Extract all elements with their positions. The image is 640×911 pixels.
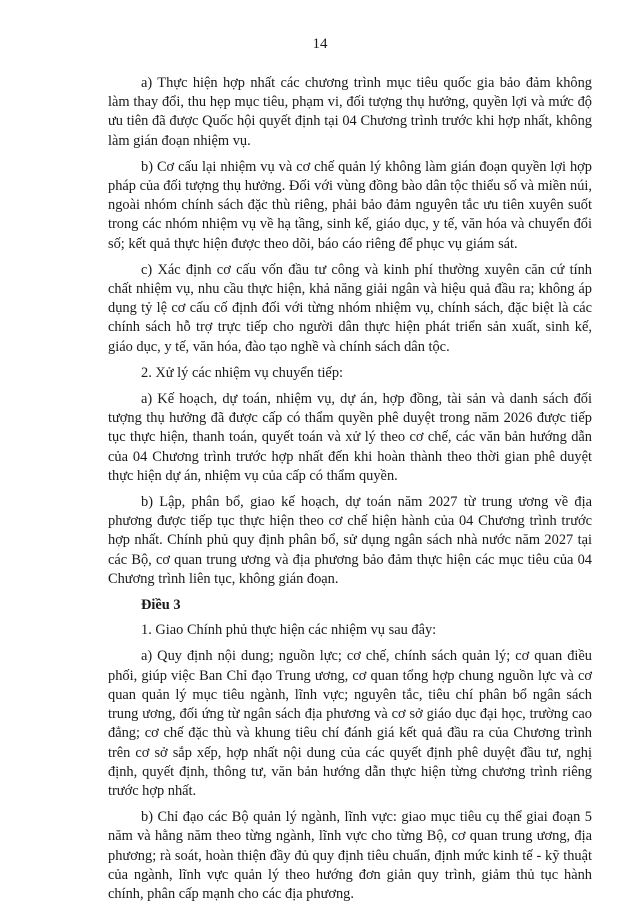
paragraph-2b: b) Lập, phân bổ, giao kế hoạch, dự toán năm 2027 từ trung ương về địa phương được tiếp tục thực hiện theo cơ chế hiện hành của 04 Chương trình trước hợp nhất. Chính phủ quy định phân bổ, sử dụng ngân sách nhà nước năm 2027 tại các Bộ, cơ quan trung ương và địa phương bảo đảm thực hiện các mục tiêu của 04 Chương trình liên tục, không gián đoạn. xyxy=(108,494,592,587)
paragraph-1a: a) Thực hiện hợp nhất các chương trình mục tiêu quốc gia bảo đảm không làm thay đổi, thu hẹp mục tiêu, phạm vi, đối tượng thụ hưởng, quyền lợi và mức độ ưu tiên đã được Quốc hội quyết định tại 04 Chương trình trước khi hợp nhất, không làm gián đoạn nhiệm vụ. xyxy=(108,75,592,149)
page-number: 14 xyxy=(312,36,328,52)
paragraph-2: 2. Xử lý các nhiệm vụ chuyển tiếp: xyxy=(141,364,344,381)
document-body xyxy=(108,74,592,911)
paragraph-3-1: 1. Giao Chính phủ thực hiện các nhiệm vụ sau đây: xyxy=(141,622,437,639)
paragraph-3-1b: b) Chỉ đạo các Bộ quản lý ngành, lĩnh vực: giao mục tiêu cụ thể giai đoạn 5 năm và hằng năm theo từng ngành, lĩnh vực cho từng Bộ, cơ quan trung ương, địa phương; rà soát, hoàn thiện đầy đủ quy định tiêu chuẩn, định mức kinh tế - kỹ thuật của ngành, lĩnh vực quản lý theo hướng đơn giản quy trình, giảm thủ tục hành chính, phân cấp mạnh cho các địa phương. xyxy=(108,809,592,902)
article-heading: Điều 3 xyxy=(141,597,181,614)
paragraph-2a: a) Kế hoạch, dự toán, nhiệm vụ, dự án, hợp đồng, tài sản và danh sách đối tượng thụ hưởng đã được cấp có thẩm quyền phê duyệt trong năm 2026 được tiếp tục thực hiện, thanh toán, quyết toán và xử lý theo cơ chế, các văn bản hướng dẫn của 04 Chương trình trước hợp nhất đến khi hoàn thành theo thời gian phê duyệt thực hiện dự án, nhiệm vụ của cấp có thẩm quyền. xyxy=(108,391,592,484)
paragraph-1c: c) Xác định cơ cấu vốn đầu tư công và kinh phí thường xuyên căn cứ tính chất nhiệm vụ, nhu cầu thực hiện, khả năng giải ngân và hiệu quả đầu ra; không áp dụng tỷ lệ cơ cấu cố định đối với từng nhóm nhiệm vụ, chính sách, đặc biệt là các chính sách hỗ trợ trực tiếp cho người dân thực hiện phát triển sản xuất, sinh kế, giáo dục, y tế, văn hóa, đào tạo nghề và chính sách dân tộc. xyxy=(108,261,592,355)
paragraph-1b: b) Cơ cấu lại nhiệm vụ và cơ chế quản lý không làm gián đoạn quyền lợi hợp pháp của đối tượng thụ hưởng. Đối với vùng đồng bào dân tộc thiểu số và miền núi, ngoài nhóm chính sách đặc thù riêng, phải bảo đảm nguyên tắc ưu tiên xuyên suốt trong các nhóm nhiệm vụ về hạ tầng, sinh kế, giáo dục, y tế, văn hóa và chuyển đổi số; kết quả thực hiện được theo dõi, báo cáo riêng để phục vụ giám sát. xyxy=(108,158,592,252)
paragraph-3-1a: a) Quy định nội dung; nguồn lực; cơ chế, chính sách quản lý; cơ quan điều phối, giúp việc Ban Chỉ đạo Trung ương, cơ quan tổng hợp chung nguồn lực và cơ quan quản lý mục tiêu ngành, lĩnh vực; nguyên tắc, tiêu chí phân bổ ngân sách trung ương, đối ứng từ ngân sách địa phương và cơ sở giáo dục đại học, trường cao đẳng; cơ chế đặc thù và khung tiêu chí đánh giá kết quả đầu ra của Chương trình trên cơ sở sắp xếp, hợp nhất nội dung của các quyết định phê duyệt đầu tư, nghị định, quyết định, thông tư, văn bản hướng dẫn thực hiện từng chương trình riêng trước hợp nhất. xyxy=(108,648,592,799)
